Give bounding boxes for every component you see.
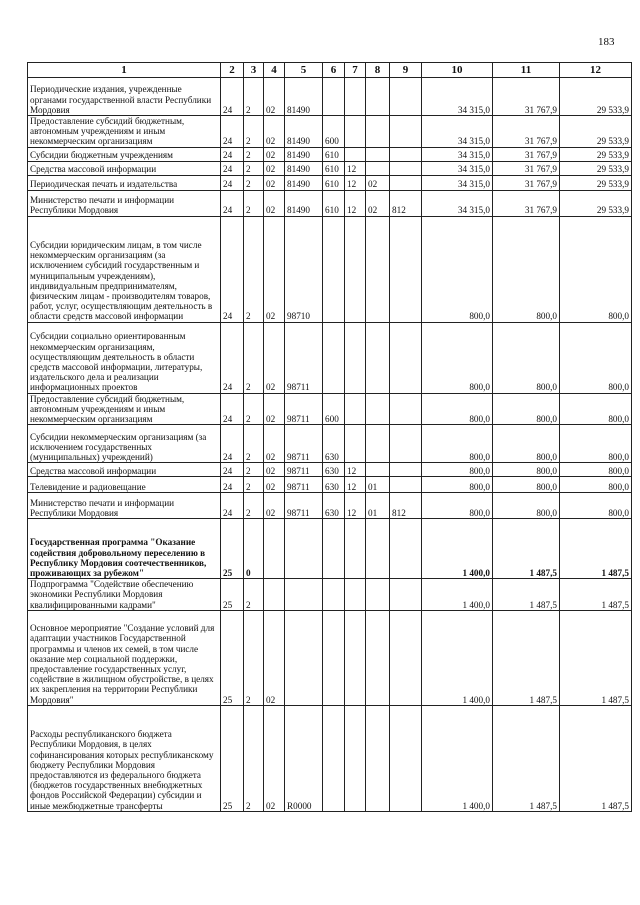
table-cell: 800,0 bbox=[422, 393, 493, 425]
table-row bbox=[28, 147, 632, 161]
table-cell bbox=[390, 393, 422, 425]
table-cell: 1 400,0 bbox=[422, 705, 493, 811]
column-header-8: 8 bbox=[366, 63, 390, 78]
table-cell: 2 bbox=[244, 493, 264, 519]
table-cell bbox=[345, 147, 366, 161]
table-cell: 31 767,9 bbox=[493, 116, 560, 148]
table-cell: 2 bbox=[244, 579, 264, 611]
table-cell bbox=[366, 116, 390, 148]
table-cell: 800,0 bbox=[422, 493, 493, 519]
table-cell: 12 bbox=[345, 477, 366, 493]
table-cell bbox=[390, 322, 422, 393]
table-row bbox=[28, 175, 632, 190]
table-cell bbox=[390, 78, 422, 116]
table-row bbox=[28, 393, 632, 425]
table-cell: 24 bbox=[221, 147, 244, 161]
table-cell: 31 767,9 bbox=[493, 78, 560, 116]
table-cell bbox=[345, 579, 366, 611]
table-row bbox=[28, 493, 632, 519]
table-cell: 98711 bbox=[285, 463, 323, 477]
table-cell bbox=[366, 705, 390, 811]
table-cell: 12 bbox=[345, 493, 366, 519]
column-header-2: 2 bbox=[221, 63, 244, 78]
table-cell: 01 bbox=[366, 477, 390, 493]
table-cell: 24 bbox=[221, 425, 244, 463]
table-cell bbox=[323, 579, 345, 611]
table-cell: 24 bbox=[221, 216, 244, 322]
column-header-1: 1 bbox=[28, 63, 221, 78]
table-cell: 24 bbox=[221, 190, 244, 216]
table-cell: 29 533,9 bbox=[560, 147, 632, 161]
table-cell: 800,0 bbox=[493, 425, 560, 463]
table-cell: 1 487,5 bbox=[493, 519, 560, 579]
table-cell: 800,0 bbox=[560, 216, 632, 322]
table-cell: 800,0 bbox=[422, 425, 493, 463]
table-cell: 610 bbox=[323, 175, 345, 190]
table-cell: 1 400,0 bbox=[422, 519, 493, 579]
table-cell: 02 bbox=[264, 190, 285, 216]
table-row bbox=[28, 579, 632, 611]
table-cell: 24 bbox=[221, 78, 244, 116]
table-cell bbox=[345, 78, 366, 116]
table-cell: 31 767,9 bbox=[493, 190, 560, 216]
table-row bbox=[28, 463, 632, 477]
table-cell: 800,0 bbox=[422, 322, 493, 393]
table-cell: 1 487,5 bbox=[560, 519, 632, 579]
table-cell bbox=[390, 463, 422, 477]
table-cell: 98711 bbox=[285, 477, 323, 493]
table-cell: 81490 bbox=[285, 147, 323, 161]
table-cell: 12 bbox=[345, 190, 366, 216]
table-cell: 800,0 bbox=[422, 216, 493, 322]
row-description-cell: Субсидии социально ориентированным некоммерческим организациям, осуществляющим деятельность в области средств массовой информации, литературы, издательского дела и реализации информационных проектов bbox=[28, 322, 221, 393]
table-cell: 25 bbox=[221, 610, 244, 705]
table-cell: 02 bbox=[264, 463, 285, 477]
column-header-11: 11 bbox=[493, 63, 560, 78]
table-cell bbox=[264, 579, 285, 611]
table-cell: 29 533,9 bbox=[560, 175, 632, 190]
table-cell: 34 315,0 bbox=[422, 175, 493, 190]
table-cell: 600 bbox=[323, 393, 345, 425]
table-row bbox=[28, 477, 632, 493]
table-cell bbox=[345, 705, 366, 811]
table-cell: 812 bbox=[390, 190, 422, 216]
table-cell bbox=[323, 705, 345, 811]
table-cell bbox=[366, 393, 390, 425]
table-cell: 800,0 bbox=[493, 393, 560, 425]
table-cell: 800,0 bbox=[422, 463, 493, 477]
table-cell: 81490 bbox=[285, 175, 323, 190]
table-cell: 81490 bbox=[285, 161, 323, 175]
table-cell: 2 bbox=[244, 147, 264, 161]
row-description-cell: Предоставление субсидий бюджетным, автономным учреждениям и иным некоммерческим организациям bbox=[28, 393, 221, 425]
row-description-cell: Основное мероприятие "Создание условий для адаптации участников Государственной программы и членов их семей, в том числе оказание мер социальной поддержки, предоставление государственных услуг, содействие в жилищном обустройстве, в целях их закрепления на территории Республики Мордовия" bbox=[28, 610, 221, 705]
column-header-5: 5 bbox=[285, 63, 323, 78]
table-cell: 800,0 bbox=[493, 463, 560, 477]
table-cell: 98711 bbox=[285, 322, 323, 393]
table-cell: 2 bbox=[244, 161, 264, 175]
table-cell bbox=[390, 477, 422, 493]
table-cell: 2 bbox=[244, 190, 264, 216]
table-cell: 1 487,5 bbox=[560, 610, 632, 705]
row-description-cell: Средства массовой информации bbox=[28, 161, 221, 175]
table-cell: 800,0 bbox=[493, 493, 560, 519]
table-cell: 2 bbox=[244, 425, 264, 463]
row-description-cell: Периодическая печать и издательства bbox=[28, 175, 221, 190]
table-cell: 800,0 bbox=[560, 493, 632, 519]
row-description-cell: Государственная программа "Оказание содействия добровольному переселению в Республику Мордовия соотечественников, проживающих за рубежом" bbox=[28, 519, 221, 579]
table-cell bbox=[366, 216, 390, 322]
table-cell: 630 bbox=[323, 493, 345, 519]
table-cell: 2 bbox=[244, 393, 264, 425]
table-cell: 2 bbox=[244, 216, 264, 322]
table-cell: 2 bbox=[244, 463, 264, 477]
row-description-cell: Субсидии юридическим лицам, в том числе некоммерческим организациям (за исключением субсидий государственным и муниципальным учреждениям), индивидуальным предпринимателям, физическим лицам - производителям товаров, работ, услуг, осуществляющим деятельность в области средств массовой информации bbox=[28, 216, 221, 322]
budget-table bbox=[27, 62, 632, 812]
table-cell: 31 767,9 bbox=[493, 161, 560, 175]
table-row bbox=[28, 78, 632, 116]
table-cell: 02 bbox=[264, 322, 285, 393]
table-cell: 98711 bbox=[285, 493, 323, 519]
column-header-6: 6 bbox=[323, 63, 345, 78]
table-cell bbox=[345, 519, 366, 579]
table-cell bbox=[264, 519, 285, 579]
table-cell bbox=[366, 463, 390, 477]
table-cell: 24 bbox=[221, 116, 244, 148]
table-cell: 34 315,0 bbox=[422, 78, 493, 116]
table-cell: 02 bbox=[264, 610, 285, 705]
table-cell bbox=[323, 78, 345, 116]
table-cell bbox=[366, 579, 390, 611]
table-cell bbox=[390, 705, 422, 811]
table-cell: 610 bbox=[323, 147, 345, 161]
table-cell: 1 487,5 bbox=[560, 705, 632, 811]
table-cell: 610 bbox=[323, 190, 345, 216]
table-cell bbox=[390, 579, 422, 611]
table-cell: 24 bbox=[221, 175, 244, 190]
table-cell: 800,0 bbox=[560, 393, 632, 425]
table-cell bbox=[345, 116, 366, 148]
table-cell: 34 315,0 bbox=[422, 190, 493, 216]
table-cell: 25 bbox=[221, 579, 244, 611]
table-cell: 24 bbox=[221, 477, 244, 493]
table-cell: 34 315,0 bbox=[422, 161, 493, 175]
table-cell: 630 bbox=[323, 477, 345, 493]
column-header-12: 12 bbox=[560, 63, 632, 78]
table-cell: 02 bbox=[264, 116, 285, 148]
table-cell: 31 767,9 bbox=[493, 175, 560, 190]
table-cell: 29 533,9 bbox=[560, 190, 632, 216]
row-description-cell: Предоставление субсидий бюджетным, автономным учреждениям и иным некоммерческим организациям bbox=[28, 116, 221, 148]
table-cell: 800,0 bbox=[493, 477, 560, 493]
table-cell bbox=[390, 147, 422, 161]
table-cell: 02 bbox=[264, 493, 285, 519]
table-cell bbox=[366, 425, 390, 463]
table-cell: 2 bbox=[244, 175, 264, 190]
table-cell: 1 487,5 bbox=[493, 705, 560, 811]
table-cell: 1 487,5 bbox=[493, 610, 560, 705]
row-description-cell: Периодические издания, учрежденные органами государственной власти Республики Мордовия bbox=[28, 78, 221, 116]
table-cell: 34 315,0 bbox=[422, 116, 493, 148]
table-cell bbox=[390, 161, 422, 175]
table-cell: 29 533,9 bbox=[560, 116, 632, 148]
row-description-cell: Субсидии бюджетным учреждениям bbox=[28, 147, 221, 161]
table-cell: 800,0 bbox=[560, 425, 632, 463]
table-cell: 630 bbox=[323, 463, 345, 477]
table-cell: 2 bbox=[244, 322, 264, 393]
table-cell: 24 bbox=[221, 463, 244, 477]
table-cell: 630 bbox=[323, 425, 345, 463]
table-cell: 600 bbox=[323, 116, 345, 148]
table-cell: 29 533,9 bbox=[560, 78, 632, 116]
table-cell: 29 533,9 bbox=[560, 161, 632, 175]
row-description-cell: Подпрограмма "Содействие обеспечению экономики Республики Мордовия квалифицированными кадрами" bbox=[28, 579, 221, 611]
table-cell: 24 bbox=[221, 393, 244, 425]
table-cell: 24 bbox=[221, 161, 244, 175]
table-cell bbox=[390, 610, 422, 705]
table-row bbox=[28, 425, 632, 463]
table-cell: 31 767,9 bbox=[493, 147, 560, 161]
table-cell bbox=[390, 216, 422, 322]
row-description-cell: Телевидение и радиовещание bbox=[28, 477, 221, 493]
table-cell: 34 315,0 bbox=[422, 147, 493, 161]
table-cell: 812 bbox=[390, 493, 422, 519]
table-cell: 02 bbox=[264, 425, 285, 463]
table-cell bbox=[345, 393, 366, 425]
table-row bbox=[28, 116, 632, 148]
table-cell: 0 bbox=[244, 519, 264, 579]
table-cell bbox=[345, 610, 366, 705]
table-cell: 24 bbox=[221, 493, 244, 519]
column-header-9: 9 bbox=[390, 63, 422, 78]
table-cell bbox=[285, 610, 323, 705]
table-cell: 800,0 bbox=[422, 477, 493, 493]
table-cell bbox=[390, 425, 422, 463]
table-cell: 81490 bbox=[285, 190, 323, 216]
table-cell bbox=[366, 610, 390, 705]
table-cell: 81490 bbox=[285, 78, 323, 116]
table-cell: 2 bbox=[244, 610, 264, 705]
page-number: 183 bbox=[598, 36, 615, 48]
table-cell: 81490 bbox=[285, 116, 323, 148]
row-description-cell: Министерство печати и информации Республики Мордовия bbox=[28, 190, 221, 216]
table-cell: 800,0 bbox=[560, 463, 632, 477]
table-row bbox=[28, 610, 632, 705]
table-cell: 02 bbox=[264, 147, 285, 161]
table-cell: 1 400,0 bbox=[422, 610, 493, 705]
table-cell: 1 487,5 bbox=[560, 579, 632, 611]
table-cell: 2 bbox=[244, 705, 264, 811]
table-row bbox=[28, 216, 632, 322]
table-cell: 1 400,0 bbox=[422, 579, 493, 611]
table-cell: 800,0 bbox=[560, 322, 632, 393]
table-cell bbox=[345, 322, 366, 393]
table-cell: 800,0 bbox=[493, 322, 560, 393]
table-cell bbox=[323, 519, 345, 579]
column-header-4: 4 bbox=[264, 63, 285, 78]
table-cell: 2 bbox=[244, 477, 264, 493]
table-cell: 01 bbox=[366, 493, 390, 519]
table-cell bbox=[345, 425, 366, 463]
table-cell: 800,0 bbox=[560, 477, 632, 493]
table-cell bbox=[323, 322, 345, 393]
table-row bbox=[28, 322, 632, 393]
table-cell: 1 487,5 bbox=[493, 579, 560, 611]
table-cell bbox=[390, 116, 422, 148]
table-cell: 800,0 bbox=[493, 216, 560, 322]
table-cell: 12 bbox=[345, 175, 366, 190]
table-cell bbox=[390, 175, 422, 190]
table-cell: 02 bbox=[264, 216, 285, 322]
table-cell bbox=[323, 610, 345, 705]
table-cell: 24 bbox=[221, 322, 244, 393]
table-cell bbox=[366, 322, 390, 393]
table-cell: 2 bbox=[244, 78, 264, 116]
table-cell: 12 bbox=[345, 463, 366, 477]
table-cell: 25 bbox=[221, 705, 244, 811]
table-cell: R0000 bbox=[285, 705, 323, 811]
row-description-cell: Расходы республиканского бюджета Республики Мордовия, в целях софинансирования которых республиканскому бюджету Республики Мордовия предоставляются из федерального бюджета (бюджетов государственных внебюджетных фондов Российской Федерации) субсидии и иные межбюджетные трансферты bbox=[28, 705, 221, 811]
table-cell: 02 bbox=[264, 175, 285, 190]
table-cell bbox=[366, 147, 390, 161]
column-header-7: 7 bbox=[345, 63, 366, 78]
table-cell bbox=[366, 78, 390, 116]
table-row bbox=[28, 190, 632, 216]
table-header-row bbox=[28, 63, 632, 78]
table-cell: 02 bbox=[264, 393, 285, 425]
table-row bbox=[28, 705, 632, 811]
table-cell: 02 bbox=[264, 705, 285, 811]
table-cell bbox=[345, 216, 366, 322]
table-cell: 98711 bbox=[285, 393, 323, 425]
table-cell: 02 bbox=[264, 78, 285, 116]
table-cell: 02 bbox=[366, 175, 390, 190]
table-cell bbox=[323, 216, 345, 322]
table-cell: 98710 bbox=[285, 216, 323, 322]
table-cell bbox=[366, 519, 390, 579]
row-description-cell: Средства массовой информации bbox=[28, 463, 221, 477]
table-cell bbox=[285, 579, 323, 611]
table-cell: 12 bbox=[345, 161, 366, 175]
column-header-3: 3 bbox=[244, 63, 264, 78]
table-cell bbox=[366, 161, 390, 175]
table-cell: 25 bbox=[221, 519, 244, 579]
table-cell: 2 bbox=[244, 116, 264, 148]
table-cell: 98711 bbox=[285, 425, 323, 463]
table-cell bbox=[390, 519, 422, 579]
row-description-cell: Министерство печати и информации Республики Мордовия bbox=[28, 493, 221, 519]
table-row bbox=[28, 519, 632, 579]
row-description-cell: Субсидии некоммерческим организациям (за исключением государственных (муниципальных) учреждений) bbox=[28, 425, 221, 463]
table-cell bbox=[285, 519, 323, 579]
table-cell: 610 bbox=[323, 161, 345, 175]
table-cell: 02 bbox=[264, 161, 285, 175]
table-cell: 02 bbox=[366, 190, 390, 216]
column-header-10: 10 bbox=[422, 63, 493, 78]
table-cell: 02 bbox=[264, 477, 285, 493]
table-row bbox=[28, 161, 632, 175]
